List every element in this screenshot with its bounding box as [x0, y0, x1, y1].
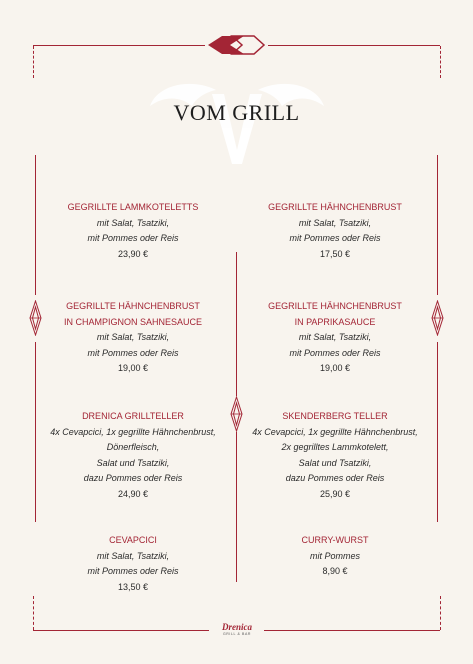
- item-name-line-2: IN CHAMPIGNON SAHNESAUCE: [63, 316, 203, 327]
- item-price: 8,90 €: [322, 566, 348, 576]
- logo-brand: Drenica: [222, 622, 252, 632]
- item-description: mit Pommes oder Reis: [87, 233, 179, 243]
- menu-item: [235, 409, 435, 502]
- item-description: mit Salat, Tsatziki,: [298, 332, 372, 342]
- item-description: mit Pommes oder Reis: [87, 347, 179, 358]
- menu-item: [33, 299, 233, 377]
- item-price: 13,50 €: [117, 581, 149, 592]
- right-border-upper: [437, 155, 438, 295]
- item-description: 2x gegrilltes Lammkotelett,: [281, 442, 389, 452]
- bottom-border-left: [33, 630, 209, 631]
- menu-item: [235, 299, 435, 377]
- bottom-left-dashed-border: [33, 596, 34, 630]
- item-description: Dönerfleisch,: [106, 442, 160, 452]
- item-description: mit Pommes oder Reis: [289, 347, 381, 358]
- top-left-dashed-border: [33, 46, 34, 78]
- item-description: mit Salat, Tsatziki,: [96, 217, 170, 228]
- item-name: CURRY-WURST: [301, 535, 369, 545]
- item-name: GEGRILLTE LAMMKOTELETTS: [67, 202, 199, 212]
- top-border-right: [268, 45, 440, 46]
- item-description: 4x Cevapcici, 1x gegrillte Hähnchenbrust,: [50, 426, 216, 437]
- diamond-ornament-icon: [204, 33, 268, 57]
- top-right-dashed-border: [440, 46, 441, 78]
- item-description: mit Salat, Tsatziki,: [96, 550, 170, 561]
- item-price: 24,90 €: [117, 488, 149, 499]
- item-name: GEGRILLTE HÄHNCHENBRUST: [66, 301, 200, 311]
- top-border-left: [33, 45, 205, 46]
- item-name: GEGRILLTE HÄHNCHENBRUST: [268, 301, 402, 311]
- bottom-right-dashed-border: [440, 596, 441, 630]
- item-description: mit Salat, Tsatziki,: [298, 217, 372, 228]
- item-description: Salat und Tsatziki,: [298, 457, 372, 468]
- bottom-border-right: [264, 630, 440, 631]
- item-price: 17,50 €: [319, 248, 351, 259]
- menu-item: [235, 200, 435, 262]
- item-description: Salat und Tsatziki,: [96, 457, 170, 468]
- item-name: SKENDERBERG TELLER: [282, 411, 388, 421]
- page-title: VOM GRILL: [173, 100, 300, 125]
- item-description: mit Pommes oder Reis: [87, 566, 179, 576]
- item-price: 19,00 €: [319, 363, 351, 373]
- item-name: CEVAPCICI: [109, 535, 157, 545]
- item-price: 23,90 €: [117, 248, 149, 259]
- item-name-line-2: IN PAPRIKASAUCE: [294, 316, 376, 327]
- drenica-logo: [210, 622, 264, 637]
- menu-item: [235, 533, 435, 580]
- item-name: DRENICA GRILLTELLER: [82, 411, 184, 421]
- item-name: GEGRILLTE HÄHNCHENBRUST: [268, 202, 402, 212]
- item-description: 4x Cevapcici, 1x gegrillte Hähnchenbrust,: [252, 426, 418, 437]
- menu-item: [33, 533, 233, 595]
- item-description: mit Pommes: [309, 550, 360, 561]
- item-description: dazu Pommes oder Reis: [285, 473, 385, 483]
- menu-item: [33, 409, 233, 502]
- right-border-lower: [437, 342, 438, 522]
- menu-item: [33, 200, 233, 262]
- item-description: mit Salat, Tsatziki,: [96, 332, 170, 342]
- item-description: dazu Pommes oder Reis: [83, 473, 183, 483]
- logo-subtitle: GRILL & BAR: [222, 632, 252, 636]
- item-description: mit Pommes oder Reis: [289, 233, 381, 243]
- item-price: 19,00 €: [117, 363, 149, 373]
- item-price: 25,90 €: [319, 488, 351, 499]
